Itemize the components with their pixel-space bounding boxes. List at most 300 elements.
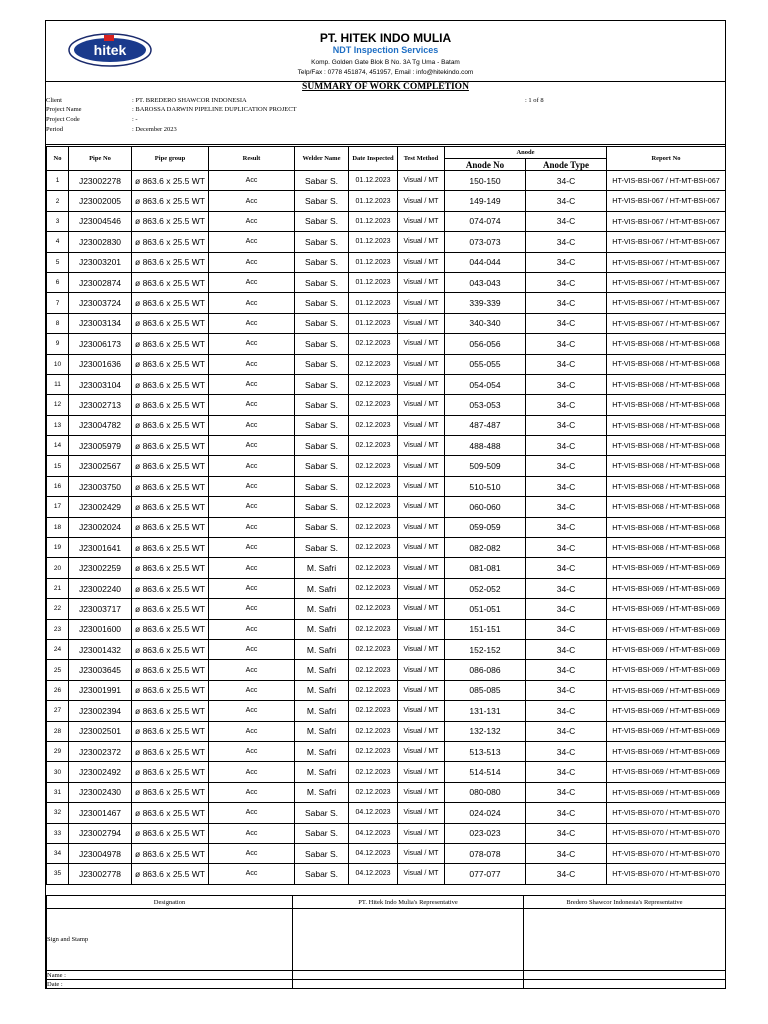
pipe-group-cell: ø 863.6 x 25.5 WT	[132, 232, 209, 252]
test-method-cell: Visual / MT	[398, 232, 445, 252]
anode-no-cell: 131-131	[445, 701, 526, 721]
bredero-date-field	[524, 980, 726, 989]
date-inspected-cell: 02.12.2023	[349, 374, 398, 394]
pipe-group-cell: ø 863.6 x 25.5 WT	[132, 395, 209, 415]
client-value: : PT. BREDERO SHAWCOR INDONESIA	[132, 97, 247, 104]
row-no-cell: 1	[47, 171, 69, 191]
date-inspected-cell: 02.12.2023	[349, 660, 398, 680]
report-no-cell: HT-VIS-BSI-070 / HT-MT-BSI-070	[607, 843, 726, 863]
report-no-cell: HT-VIS-BSI-068 / HT-MT-BSI-068	[607, 395, 726, 415]
table-row	[47, 803, 726, 823]
col-welder: Welder Name	[295, 147, 349, 171]
result-cell: Acc	[209, 660, 295, 680]
pipe-group-cell: ø 863.6 x 25.5 WT	[132, 578, 209, 598]
anode-no-cell: 054-054	[445, 374, 526, 394]
pipe-no-cell: J23004782	[69, 415, 132, 435]
report-no-cell: HT-VIS-BSI-068 / HT-MT-BSI-068	[607, 415, 726, 435]
anode-no-cell: 488-488	[445, 436, 526, 456]
date-inspected-cell: 02.12.2023	[349, 497, 398, 517]
project-label: Project Name	[46, 106, 82, 113]
table-row	[47, 680, 726, 700]
row-no-cell: 9	[47, 334, 69, 354]
date-inspected-cell: 02.12.2023	[349, 721, 398, 741]
result-cell: Acc	[209, 374, 295, 394]
result-cell: Acc	[209, 599, 295, 619]
date-label: Date :	[47, 980, 293, 989]
anode-type-cell: 34-C	[526, 803, 607, 823]
anode-no-cell: 340-340	[445, 313, 526, 333]
pipe-no-cell: J23003724	[69, 293, 132, 313]
test-method-cell: Visual / MT	[398, 538, 445, 558]
anode-type-cell: 34-C	[526, 395, 607, 415]
table-row	[47, 313, 726, 333]
col-pipe-group: Pipe group	[132, 147, 209, 171]
anode-no-cell: 024-024	[445, 803, 526, 823]
table-row	[47, 578, 726, 598]
anode-no-cell: 043-043	[445, 272, 526, 292]
anode-type-cell: 34-C	[526, 293, 607, 313]
welder-name-cell: Sabar S.	[295, 232, 349, 252]
result-cell: Acc	[209, 578, 295, 598]
document-title: SUMMARY OF WORK COMPLETION	[302, 82, 469, 92]
pipe-group-cell: ø 863.6 x 25.5 WT	[132, 599, 209, 619]
pipe-group-cell: ø 863.6 x 25.5 WT	[132, 721, 209, 741]
pipe-group-cell: ø 863.6 x 25.5 WT	[132, 741, 209, 761]
date-inspected-cell: 02.12.2023	[349, 639, 398, 659]
client-label: Client	[46, 97, 62, 104]
code-value: : -	[132, 116, 138, 123]
test-method-cell: Visual / MT	[398, 741, 445, 761]
anode-type-cell: 34-C	[526, 538, 607, 558]
date-inspected-cell: 02.12.2023	[349, 436, 398, 456]
pipe-group-cell: ø 863.6 x 25.5 WT	[132, 639, 209, 659]
date-inspected-cell: 01.12.2023	[349, 293, 398, 313]
welder-name-cell: Sabar S.	[295, 354, 349, 374]
row-no-cell: 35	[47, 864, 69, 884]
date-inspected-cell: 02.12.2023	[349, 395, 398, 415]
pipe-no-cell: J23006173	[69, 334, 132, 354]
col-no: No	[47, 147, 69, 171]
welder-name-cell: Sabar S.	[295, 476, 349, 496]
welder-name-cell: Sabar S.	[295, 517, 349, 537]
anode-no-cell: 080-080	[445, 782, 526, 802]
test-method-cell: Visual / MT	[398, 293, 445, 313]
pipe-no-cell: J23003201	[69, 252, 132, 272]
pipe-group-cell: ø 863.6 x 25.5 WT	[132, 558, 209, 578]
document-page	[45, 20, 726, 989]
anode-no-cell: 152-152	[445, 639, 526, 659]
pipe-no-cell: J23003104	[69, 374, 132, 394]
report-no-cell: HT-VIS-BSI-067 / HT-MT-BSI-067	[607, 191, 726, 211]
logo-text: hitek	[93, 42, 127, 58]
date-inspected-cell: 04.12.2023	[349, 823, 398, 843]
date-inspected-cell: 01.12.2023	[349, 252, 398, 272]
pipe-group-cell: ø 863.6 x 25.5 WT	[132, 171, 209, 191]
report-no-cell: HT-VIS-BSI-068 / HT-MT-BSI-068	[607, 538, 726, 558]
pipe-no-cell: J23002394	[69, 701, 132, 721]
anode-type-cell: 34-C	[526, 517, 607, 537]
pipe-no-cell: J23002240	[69, 578, 132, 598]
pipe-no-cell: J23002024	[69, 517, 132, 537]
row-no-cell: 7	[47, 293, 69, 313]
date-inspected-cell: 02.12.2023	[349, 741, 398, 761]
welder-name-cell: Sabar S.	[295, 864, 349, 884]
table-row	[47, 639, 726, 659]
report-no-cell: HT-VIS-BSI-068 / HT-MT-BSI-068	[607, 354, 726, 374]
pipe-no-cell: J23002874	[69, 272, 132, 292]
table-row	[47, 456, 726, 476]
test-method-cell: Visual / MT	[398, 619, 445, 639]
report-no-cell: HT-VIS-BSI-069 / HT-MT-BSI-069	[607, 558, 726, 578]
anode-type-cell: 34-C	[526, 843, 607, 863]
result-cell: Acc	[209, 864, 295, 884]
welder-name-cell: Sabar S.	[295, 538, 349, 558]
row-no-cell: 25	[47, 660, 69, 680]
welder-name-cell: Sabar S.	[295, 374, 349, 394]
pipe-no-cell: J23002429	[69, 497, 132, 517]
sign-stamp-label: Sign and Stamp	[47, 909, 293, 971]
anode-no-cell: 082-082	[445, 538, 526, 558]
anode-type-cell: 34-C	[526, 558, 607, 578]
pipe-no-cell: J23002278	[69, 171, 132, 191]
report-no-cell: HT-VIS-BSI-070 / HT-MT-BSI-070	[607, 823, 726, 843]
report-no-cell: HT-VIS-BSI-068 / HT-MT-BSI-068	[607, 497, 726, 517]
report-no-cell: HT-VIS-BSI-067 / HT-MT-BSI-067	[607, 211, 726, 231]
test-method-cell: Visual / MT	[398, 721, 445, 741]
test-method-cell: Visual / MT	[398, 823, 445, 843]
table-row	[47, 374, 726, 394]
date-inspected-cell: 02.12.2023	[349, 680, 398, 700]
table-row	[47, 741, 726, 761]
report-no-cell: HT-VIS-BSI-069 / HT-MT-BSI-069	[607, 762, 726, 782]
col-anode-no: Anode No	[445, 159, 526, 171]
date-inspected-cell: 02.12.2023	[349, 334, 398, 354]
row-no-cell: 29	[47, 741, 69, 761]
signature-table	[46, 895, 726, 989]
report-no-cell: HT-VIS-BSI-070 / HT-MT-BSI-070	[607, 803, 726, 823]
result-cell: Acc	[209, 272, 295, 292]
table-row	[47, 334, 726, 354]
report-no-cell: HT-VIS-BSI-068 / HT-MT-BSI-068	[607, 436, 726, 456]
test-method-cell: Visual / MT	[398, 803, 445, 823]
anode-type-cell: 34-C	[526, 599, 607, 619]
row-no-cell: 13	[47, 415, 69, 435]
date-inspected-cell: 04.12.2023	[349, 864, 398, 884]
company-subtitle: NDT Inspection Services	[332, 45, 439, 55]
table-row	[47, 701, 726, 721]
anode-type-cell: 34-C	[526, 456, 607, 476]
welder-name-cell: Sabar S.	[295, 313, 349, 333]
anode-type-cell: 34-C	[526, 578, 607, 598]
anode-no-cell: 077-077	[445, 864, 526, 884]
anode-no-cell: 132-132	[445, 721, 526, 741]
pipe-no-cell: J23001432	[69, 639, 132, 659]
welder-name-cell: M. Safri	[295, 762, 349, 782]
anode-no-cell: 023-023	[445, 823, 526, 843]
anode-no-cell: 151-151	[445, 619, 526, 639]
row-no-cell: 23	[47, 619, 69, 639]
pipe-group-cell: ø 863.6 x 25.5 WT	[132, 619, 209, 639]
col-method: Test Method	[398, 147, 445, 171]
row-no-cell: 33	[47, 823, 69, 843]
pipe-group-cell: ø 863.6 x 25.5 WT	[132, 803, 209, 823]
pipe-no-cell: J23002259	[69, 558, 132, 578]
pipe-group-cell: ø 863.6 x 25.5 WT	[132, 538, 209, 558]
date-inspected-cell: 02.12.2023	[349, 558, 398, 578]
row-no-cell: 31	[47, 782, 69, 802]
anode-no-cell: 053-053	[445, 395, 526, 415]
anode-type-cell: 34-C	[526, 782, 607, 802]
test-method-cell: Visual / MT	[398, 272, 445, 292]
anode-type-cell: 34-C	[526, 476, 607, 496]
pipe-group-cell: ø 863.6 x 25.5 WT	[132, 415, 209, 435]
page-number: : 1 of 8	[525, 97, 544, 104]
col-report: Report No	[607, 147, 726, 171]
anode-no-cell: 149-149	[445, 191, 526, 211]
date-inspected-cell: 02.12.2023	[349, 578, 398, 598]
row-no-cell: 8	[47, 313, 69, 333]
col-anode: Anode	[445, 147, 607, 159]
pipe-no-cell: J23002430	[69, 782, 132, 802]
test-method-cell: Visual / MT	[398, 395, 445, 415]
welder-name-cell: M. Safri	[295, 558, 349, 578]
pipe-group-cell: ø 863.6 x 25.5 WT	[132, 843, 209, 863]
date-inspected-cell: 02.12.2023	[349, 701, 398, 721]
table-row	[47, 415, 726, 435]
report-no-cell: HT-VIS-BSI-068 / HT-MT-BSI-068	[607, 374, 726, 394]
report-no-cell: HT-VIS-BSI-069 / HT-MT-BSI-069	[607, 701, 726, 721]
welder-name-cell: Sabar S.	[295, 272, 349, 292]
row-no-cell: 26	[47, 680, 69, 700]
test-method-cell: Visual / MT	[398, 517, 445, 537]
date-inspected-cell: 02.12.2023	[349, 599, 398, 619]
anode-type-cell: 34-C	[526, 864, 607, 884]
pipe-no-cell: J23004546	[69, 211, 132, 231]
row-no-cell: 11	[47, 374, 69, 394]
pipe-group-cell: ø 863.6 x 25.5 WT	[132, 334, 209, 354]
row-no-cell: 21	[47, 578, 69, 598]
result-cell: Acc	[209, 456, 295, 476]
test-method-cell: Visual / MT	[398, 578, 445, 598]
company-contact: Telp/Fax : 0778 451874, 451957, Email : info@hitekindo.com	[297, 69, 474, 76]
col-result: Result	[209, 147, 295, 171]
result-cell: Acc	[209, 313, 295, 333]
pipe-no-cell: J23001600	[69, 619, 132, 639]
test-method-cell: Visual / MT	[398, 313, 445, 333]
report-no-cell: HT-VIS-BSI-067 / HT-MT-BSI-067	[607, 313, 726, 333]
welder-name-cell: M. Safri	[295, 639, 349, 659]
result-cell: Acc	[209, 823, 295, 843]
date-inspected-cell: 02.12.2023	[349, 782, 398, 802]
row-no-cell: 17	[47, 497, 69, 517]
table-row	[47, 599, 726, 619]
period-value: : December 2023	[132, 126, 177, 133]
welder-name-cell: M. Safri	[295, 578, 349, 598]
result-cell: Acc	[209, 211, 295, 231]
welder-name-cell: M. Safri	[295, 680, 349, 700]
report-no-cell: HT-VIS-BSI-067 / HT-MT-BSI-067	[607, 252, 726, 272]
table-row	[47, 619, 726, 639]
date-inspected-cell: 02.12.2023	[349, 517, 398, 537]
table-row	[47, 864, 726, 884]
hitek-sign-area	[293, 909, 524, 971]
test-method-cell: Visual / MT	[398, 456, 445, 476]
report-no-cell: HT-VIS-BSI-067 / HT-MT-BSI-067	[607, 293, 726, 313]
table-row	[47, 538, 726, 558]
designation-header: Designation	[47, 896, 293, 909]
report-no-cell: HT-VIS-BSI-067 / HT-MT-BSI-067	[607, 272, 726, 292]
report-no-cell: HT-VIS-BSI-069 / HT-MT-BSI-069	[607, 660, 726, 680]
anode-type-cell: 34-C	[526, 334, 607, 354]
pipe-no-cell: J23002713	[69, 395, 132, 415]
row-no-cell: 4	[47, 232, 69, 252]
table-row	[47, 252, 726, 272]
pipe-no-cell: J23004978	[69, 843, 132, 863]
row-no-cell: 5	[47, 252, 69, 272]
table-row	[47, 497, 726, 517]
test-method-cell: Visual / MT	[398, 191, 445, 211]
table-row	[47, 191, 726, 211]
anode-no-cell: 514-514	[445, 762, 526, 782]
pipe-no-cell: J23001991	[69, 680, 132, 700]
pipe-group-cell: ø 863.6 x 25.5 WT	[132, 762, 209, 782]
table-row	[47, 762, 726, 782]
welder-name-cell: Sabar S.	[295, 211, 349, 231]
pipe-group-cell: ø 863.6 x 25.5 WT	[132, 517, 209, 537]
result-cell: Acc	[209, 558, 295, 578]
project-value: : BAROSSA DARWIN PIPELINE DUPLICATION PROJECT	[132, 106, 297, 113]
row-no-cell: 19	[47, 538, 69, 558]
welder-name-cell: Sabar S.	[295, 803, 349, 823]
report-no-cell: HT-VIS-BSI-068 / HT-MT-BSI-068	[607, 334, 726, 354]
anode-type-cell: 34-C	[526, 191, 607, 211]
anode-type-cell: 34-C	[526, 680, 607, 700]
welder-name-cell: M. Safri	[295, 721, 349, 741]
anode-type-cell: 34-C	[526, 721, 607, 741]
result-cell: Acc	[209, 762, 295, 782]
pipe-group-cell: ø 863.6 x 25.5 WT	[132, 701, 209, 721]
result-cell: Acc	[209, 293, 295, 313]
date-inspected-cell: 01.12.2023	[349, 171, 398, 191]
test-method-cell: Visual / MT	[398, 680, 445, 700]
date-inspected-cell: 01.12.2023	[349, 272, 398, 292]
table-row	[47, 782, 726, 802]
test-method-cell: Visual / MT	[398, 211, 445, 231]
result-cell: Acc	[209, 619, 295, 639]
welder-name-cell: M. Safri	[295, 701, 349, 721]
pipe-no-cell: J23002492	[69, 762, 132, 782]
col-anode-type: Anode Type	[526, 159, 607, 171]
hitek-rep-header: PT. Hitek Indo Mulia's Representative	[293, 896, 524, 909]
pipe-no-cell: J23003750	[69, 476, 132, 496]
report-no-cell: HT-VIS-BSI-067 / HT-MT-BSI-067	[607, 171, 726, 191]
welder-name-cell: Sabar S.	[295, 395, 349, 415]
pipe-no-cell: J23002567	[69, 456, 132, 476]
welder-name-cell: M. Safri	[295, 741, 349, 761]
hitek-name-field	[293, 971, 524, 980]
table-row	[47, 436, 726, 456]
anode-no-cell: 074-074	[445, 211, 526, 231]
test-method-cell: Visual / MT	[398, 762, 445, 782]
result-cell: Acc	[209, 232, 295, 252]
pipe-group-cell: ø 863.6 x 25.5 WT	[132, 436, 209, 456]
table-row	[47, 395, 726, 415]
welder-name-cell: Sabar S.	[295, 843, 349, 863]
welder-name-cell: M. Safri	[295, 782, 349, 802]
test-method-cell: Visual / MT	[398, 864, 445, 884]
anode-no-cell: 510-510	[445, 476, 526, 496]
anode-type-cell: 34-C	[526, 171, 607, 191]
anode-type-cell: 34-C	[526, 639, 607, 659]
row-no-cell: 32	[47, 803, 69, 823]
test-method-cell: Visual / MT	[398, 558, 445, 578]
pipe-group-cell: ø 863.6 x 25.5 WT	[132, 252, 209, 272]
report-no-cell: HT-VIS-BSI-069 / HT-MT-BSI-069	[607, 578, 726, 598]
date-inspected-cell: 01.12.2023	[349, 191, 398, 211]
report-no-cell: HT-VIS-BSI-067 / HT-MT-BSI-067	[607, 232, 726, 252]
period-label: Period	[46, 126, 63, 133]
anode-type-cell: 34-C	[526, 211, 607, 231]
row-no-cell: 34	[47, 843, 69, 863]
name-label: Name :	[47, 971, 293, 980]
result-cell: Acc	[209, 354, 295, 374]
result-cell: Acc	[209, 497, 295, 517]
anode-no-cell: 044-044	[445, 252, 526, 272]
report-no-cell: HT-VIS-BSI-068 / HT-MT-BSI-068	[607, 476, 726, 496]
table-row	[47, 517, 726, 537]
date-inspected-cell: 02.12.2023	[349, 456, 398, 476]
anode-type-cell: 34-C	[526, 313, 607, 333]
test-method-cell: Visual / MT	[398, 374, 445, 394]
anode-type-cell: 34-C	[526, 436, 607, 456]
test-method-cell: Visual / MT	[398, 354, 445, 374]
test-method-cell: Visual / MT	[398, 782, 445, 802]
anode-no-cell: 513-513	[445, 741, 526, 761]
row-no-cell: 10	[47, 354, 69, 374]
anode-no-cell: 055-055	[445, 354, 526, 374]
bredero-rep-header: Bredero Shawcor Indonesia's Representative	[524, 896, 726, 909]
test-method-cell: Visual / MT	[398, 476, 445, 496]
welder-name-cell: M. Safri	[295, 660, 349, 680]
anode-type-cell: 34-C	[526, 619, 607, 639]
table-row	[47, 823, 726, 843]
date-inspected-cell: 01.12.2023	[349, 211, 398, 231]
welder-name-cell: Sabar S.	[295, 823, 349, 843]
report-no-cell: HT-VIS-BSI-068 / HT-MT-BSI-068	[607, 456, 726, 476]
pipe-group-cell: ø 863.6 x 25.5 WT	[132, 823, 209, 843]
pipe-no-cell: J23001641	[69, 538, 132, 558]
welder-name-cell: Sabar S.	[295, 191, 349, 211]
pipe-no-cell: J23002794	[69, 823, 132, 843]
anode-no-cell: 073-073	[445, 232, 526, 252]
pipe-no-cell: J23002830	[69, 232, 132, 252]
test-method-cell: Visual / MT	[398, 415, 445, 435]
welder-name-cell: Sabar S.	[295, 436, 349, 456]
result-cell: Acc	[209, 639, 295, 659]
report-no-cell: HT-VIS-BSI-069 / HT-MT-BSI-069	[607, 741, 726, 761]
date-inspected-cell: 02.12.2023	[349, 476, 398, 496]
anode-type-cell: 34-C	[526, 354, 607, 374]
result-cell: Acc	[209, 334, 295, 354]
pipe-group-cell: ø 863.6 x 25.5 WT	[132, 272, 209, 292]
row-no-cell: 27	[47, 701, 69, 721]
report-no-cell: HT-VIS-BSI-069 / HT-MT-BSI-069	[607, 782, 726, 802]
pipe-group-cell: ø 863.6 x 25.5 WT	[132, 680, 209, 700]
table-row	[47, 476, 726, 496]
result-cell: Acc	[209, 252, 295, 272]
pipe-no-cell: J23005979	[69, 436, 132, 456]
pipe-group-cell: ø 863.6 x 25.5 WT	[132, 456, 209, 476]
